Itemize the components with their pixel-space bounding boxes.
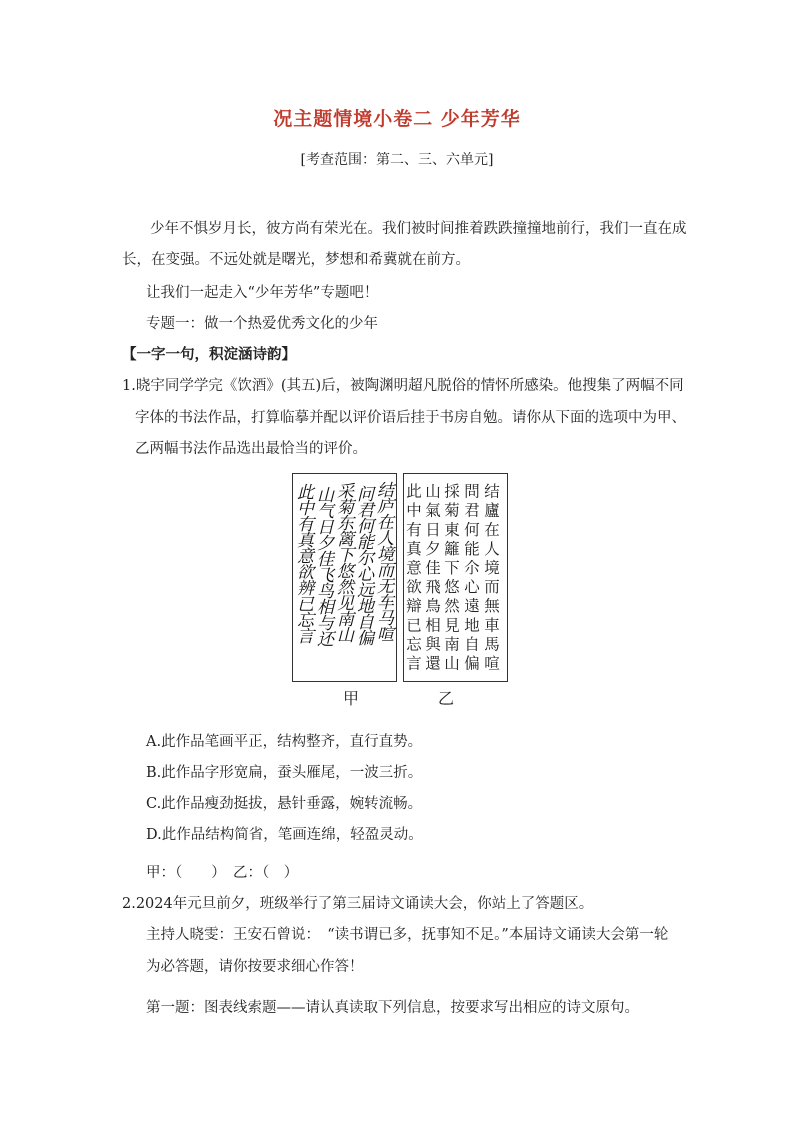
q2-host-line-1: 主持人晓雯：王安石曾说： “读书谓已多，抚事知不足。”本届诗文诵读大会第一轮 [146, 927, 669, 943]
answer-blanks: 甲：（ ） 乙：（ ） [146, 865, 299, 881]
jia-column: 采菊东篱下悠然见南山 [333, 482, 353, 642]
topic-one: 专题一：做一个热爱优秀文化的少年 [146, 316, 378, 332]
intro-line-2: 长，在变强。不远处就是曙光，梦想和希冀就在前方。 [122, 252, 470, 268]
yi-column: 山氣日夕佳飛鳥相與還 [423, 483, 441, 674]
yi-column: 問君何能尒心遠地自偏 [462, 483, 480, 674]
yi-column: 採菊東籬下悠然見南山 [442, 483, 460, 674]
q2-task: 第一题：图表线索题——请认真读取下列信息，按要求写出相应的诗文原句。 [146, 1000, 639, 1016]
exam-scope: [考查范围：第二、三、六单元] [300, 152, 494, 168]
page-title: 况主题情境小卷二 少年芳华 [273, 108, 521, 130]
calligraphy-jia [292, 473, 397, 682]
label-yi: 乙 [438, 689, 455, 708]
yi-column: 结廬在人境而無車馬喧 [482, 483, 500, 674]
yi-column: 此中有真意欲辯已忘言 [404, 483, 422, 674]
jia-column: 结庐在人境而无车马喧 [373, 481, 393, 641]
q1-line-3: 乙两幅书法作品选出最恰当的评价。 [135, 441, 367, 457]
option-c: C.此作品瘦劲挺拔，悬针垂露，婉转流畅。 [146, 796, 423, 812]
q2-line-1: 2.2024年元旦前夕，班级举行了第三届诗文诵读大会，你站上了答题区。 [122, 896, 594, 912]
label-jia: 甲 [343, 689, 360, 708]
option-b: B.此作品字形宽扁，蚕头雁尾，一波三折。 [146, 765, 423, 781]
section-header: 【一字一句，积淀涵诗韵】 [122, 346, 296, 363]
q1-line-2: 字体的书法作品，打算临摹并配以评价语后挂于书房自勉。请你从下面的选项中为甲、 [135, 410, 686, 426]
jia-column: 此中有真意欲辨已忘言 [293, 483, 313, 643]
option-d: D.此作品结构简省，笔画连绵，轻盈灵动。 [146, 827, 423, 843]
q2-host-line-2: 为必答题，请你按要求细心作答！ [146, 959, 364, 975]
intro-line-1: 少年不惧岁月长，彼方尚有荣光在。我们被时间推着跌跌撞撞地前行，我们一直在成 [150, 221, 687, 237]
option-a: A.此作品笔画平正，结构整齐，直行直势。 [146, 734, 423, 750]
jia-column: 问君何能尔心远地自偏 [353, 485, 373, 645]
intro-line-3: 让我们一起走入“少年芳华”专题吧！ [146, 285, 379, 301]
q1-line-1: 1.晓宇同学学完《饮酒》(其五)后，被陶渊明超凡脱俗的情怀所感染。他搜集了两幅不同 [122, 378, 684, 394]
jia-column: 山气日夕佳飞鸟相与还 [313, 486, 333, 646]
calligraphy-yi [403, 473, 508, 682]
